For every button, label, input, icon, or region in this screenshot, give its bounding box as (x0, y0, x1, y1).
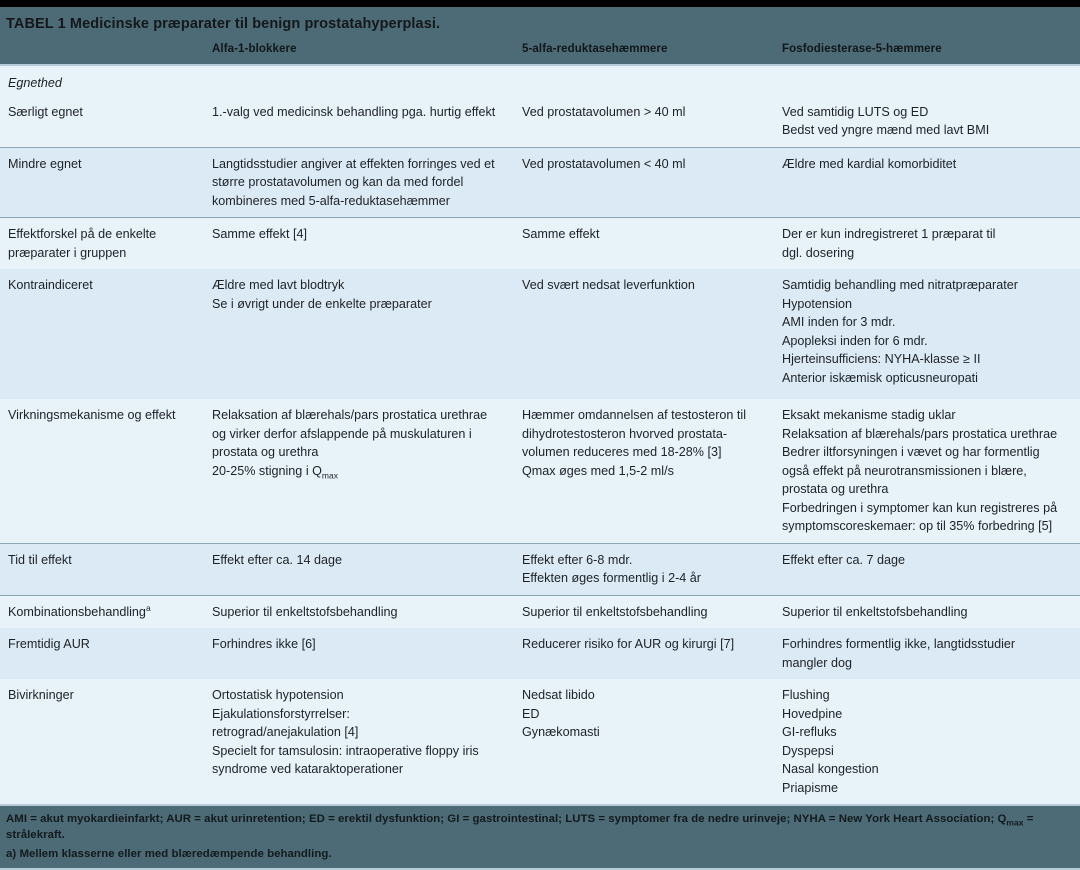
cell-line: Hovedpine (782, 706, 843, 721)
cell-line: volumen reduceres med 18-28% [3] (522, 445, 722, 460)
cell-line: Superior til enkeltstofsbehandling (212, 604, 398, 619)
cell-line: Effekt efter ca. 14 dage (212, 552, 342, 567)
cell-line: Qmax øges med 1,5-2 ml/s (522, 463, 674, 478)
cell-line: Hjerteinsufficiens: NYHA-klasse ≥ II (782, 352, 981, 367)
cell-line: Ved samtidig LUTS og ED (782, 104, 929, 119)
cell-pde5 (782, 218, 1080, 269)
row-label: Mindre egnet (8, 156, 82, 171)
column-header-reduktase: 5-alfa-reduktasehæmmere (522, 43, 668, 56)
cell-pde5 (782, 66, 1080, 80)
cell-line: Samme effekt (522, 227, 600, 242)
figure-title: TABEL 1 Medicinske præparater til benign prostatahyperplasi. (6, 16, 441, 32)
cell-pde5 (782, 399, 1080, 543)
cell-pde5 (782, 544, 1080, 577)
cell-alfa1 (212, 66, 522, 80)
cell-pde5 (782, 269, 1080, 394)
cell-line: Ved prostatavolumen > 40 ml (522, 104, 686, 119)
row-label (0, 218, 212, 269)
cell-line: Hypotension (782, 296, 853, 311)
cell-alfa1 (212, 399, 522, 487)
table-footer-band (0, 804, 1080, 870)
column-header-pde5: Fosfodiesterase-5-hæmmere (782, 43, 942, 56)
cell-line: 1.-valg ved medicinsk behandling pga. hurtig effekt (212, 104, 496, 119)
table-body (0, 66, 1080, 804)
cell-pde5 (782, 96, 1080, 147)
row-label: Virkningsmekanisme og effekt (8, 408, 176, 423)
cell-reduktase (522, 218, 782, 251)
table-row (0, 628, 1080, 679)
column-header-row (0, 35, 1080, 64)
cell-pde5 (782, 628, 1080, 679)
qmax-subscript: max (321, 470, 338, 481)
cell-reduktase (522, 544, 782, 595)
cell-line: Superior til enkeltstofsbehandling (522, 604, 708, 619)
cell-line: Apopleksi inden for 6 mdr. (782, 333, 928, 348)
cell-line: prostata og urethra (212, 445, 319, 460)
cell-line: Priapisme (782, 780, 838, 795)
cell-line: Ejakulationsforstyrrelser: (212, 706, 350, 721)
cell-line: dihydrotestosteron hvorved prostata- (522, 426, 728, 441)
cell-line: Relaksation af blærehals/pars prostatica urethrae (212, 408, 488, 423)
cell-line: Samme effekt [4] (212, 227, 307, 242)
cell-line: prostata og urethra (782, 482, 889, 497)
cell-reduktase (522, 148, 782, 181)
column-header-label (0, 43, 212, 55)
table-row (0, 269, 1080, 399)
row-label: Kontraindiceret (8, 278, 93, 293)
cell-line: Dyspepsi (782, 743, 834, 758)
cell-alfa1 (212, 679, 522, 786)
cell-reduktase (522, 596, 782, 629)
cell-line: større prostatavolumen og kan da med fordel (212, 175, 464, 190)
cell-pde5 (782, 596, 1080, 629)
cell-line: Effekten øges formentlig i 2-4 år (522, 571, 701, 586)
cell-alfa1 (212, 628, 522, 661)
cell-line: Samtidig behandling med nitratpræparater (782, 278, 1018, 293)
footnote-abbrev-subscript: max (1006, 817, 1024, 828)
cell-reduktase (522, 66, 782, 80)
cell-line: Specielt for tamsulosin: intraoperative floppy iris (212, 743, 479, 758)
cell-line: Ældre med lavt blodtryk (212, 278, 345, 293)
cell-alfa1 (212, 96, 522, 129)
table-row (0, 543, 1080, 595)
row-label: Tid til effekt (8, 552, 72, 567)
table-row (0, 147, 1080, 218)
cell-line: Ved svært nedsat leverfunktion (522, 278, 695, 293)
cell-line: AMI inden for 3 mdr. (782, 315, 896, 330)
footnote-a: a) Mellem klasserne eller med blæredæmpende behandling. (6, 847, 332, 860)
table-row (0, 217, 1080, 269)
table-row (0, 679, 1080, 804)
cell-reduktase (522, 96, 782, 129)
cell-line: Superior til enkeltstofsbehandling (782, 604, 968, 619)
cell-line: Bedst ved yngre mænd med lavt BMI (782, 123, 990, 138)
cell-line: Eksakt mekanisme stadig uklar (782, 408, 956, 423)
qmax-text: 20-25% stigning i Q (212, 463, 322, 478)
cell-line: Nasal kongestion (782, 762, 879, 777)
cell-line: dgl. dosering (782, 245, 855, 260)
cell-line: Relaksation af blærehals/pars prostatica urethrae (782, 426, 1058, 441)
cell-line: Gynækomasti (522, 725, 600, 740)
cell-line: Flushing (782, 688, 830, 703)
cell-reduktase (522, 399, 782, 487)
cell-alfa1 (212, 218, 522, 251)
cell-line: Hæmmer omdannelsen af testosteron til (522, 408, 746, 423)
column-header-alfa1: Alfa-1-blokkere (212, 43, 297, 56)
cell-line: symptomscoreskemaer: op til 35% forbedring [5] (782, 519, 1053, 534)
cell-alfa1 (212, 596, 522, 629)
cell-alfa1 (212, 544, 522, 577)
cell-line: Reducerer risiko for AUR og kirurgi [7] (522, 637, 735, 652)
cell-reduktase (522, 679, 782, 749)
cell-reduktase (522, 269, 782, 302)
cell-line: Effekt efter ca. 7 dage (782, 552, 905, 567)
cell-line: Forbedringen i symptomer kan kun registreres på (782, 500, 1058, 515)
cell-line: mangler dog (782, 655, 853, 670)
footnote-abbreviations (6, 811, 1074, 843)
cell-line: Effekt efter 6-8 mdr. (522, 552, 633, 567)
cell-line: Langtidsstudier angiver at effekten forringes ved et (212, 156, 495, 171)
cell-line-qmax (212, 462, 512, 481)
cell-line: Anterior iskæmisk opticusneuropati (782, 370, 978, 385)
cell-line: Der er kun indregistreret 1 præparat til (782, 227, 996, 242)
table-row (0, 595, 1080, 629)
row-label-text: Kombinationsbehandling (8, 604, 146, 619)
footnote-abbrev-part2: = strålekraft. (6, 813, 1034, 842)
table-row (0, 66, 1080, 96)
cell-line: syndrome ved kataraktoperationer (212, 762, 404, 777)
cell-line: kombineres med 5-alfa-reduktasehæmmer (212, 193, 450, 208)
row-label-line: Effektforskel på de enkelte (8, 227, 157, 242)
cell-line: GI-refluks (782, 725, 837, 740)
table-header-band (0, 7, 1080, 66)
table-row (0, 399, 1080, 543)
footnote-abbrev-part1: AMI = akut myokardieinfarkt; AUR = akut urinretention; ED = erektil dysfunktion; GI = gastrointestinal; LUTS = symptomer fra de nedre urinveje; NYHA = New York Heart Association; Q (6, 813, 1007, 826)
cell-alfa1 (212, 269, 522, 320)
cell-line: også effekt på neurotransmissionen i blære, (782, 463, 1027, 478)
cell-line: ED (522, 706, 540, 721)
cell-line: og virker derfor afslappende på muskulaturen i (212, 426, 472, 441)
row-label: Særligt egnet (8, 104, 83, 119)
cell-reduktase (522, 628, 782, 661)
cell-line: retrograd/anejakulation [4] (212, 725, 359, 740)
row-label-line: præparater i gruppen (8, 245, 127, 260)
cell-line: Bedrer iltforsyningen i vævet og har formentlig (782, 445, 1040, 460)
row-label: Fremtidig AUR (8, 637, 90, 652)
row-label: Egnethed (8, 76, 62, 91)
cell-line: Nedsat libido (522, 688, 595, 703)
cell-line: Se i øvrigt under de enkelte præparater (212, 296, 432, 311)
row-label: Bivirkninger (8, 688, 74, 703)
cell-alfa1 (212, 148, 522, 218)
row-label (0, 596, 212, 629)
cell-line: Forhindres formentlig ikke, langtidsstudier (782, 637, 1016, 652)
cell-line: Ortostatisk hypotension (212, 688, 344, 703)
table-row (0, 96, 1080, 147)
footnote-marker: a (145, 602, 151, 613)
cell-pde5 (782, 679, 1080, 804)
cell-line: Ældre med kardial komorbiditet (782, 156, 957, 171)
cell-line: Ved prostatavolumen < 40 ml (522, 156, 686, 171)
cell-pde5 (782, 148, 1080, 181)
cell-line: Forhindres ikke [6] (212, 637, 316, 652)
